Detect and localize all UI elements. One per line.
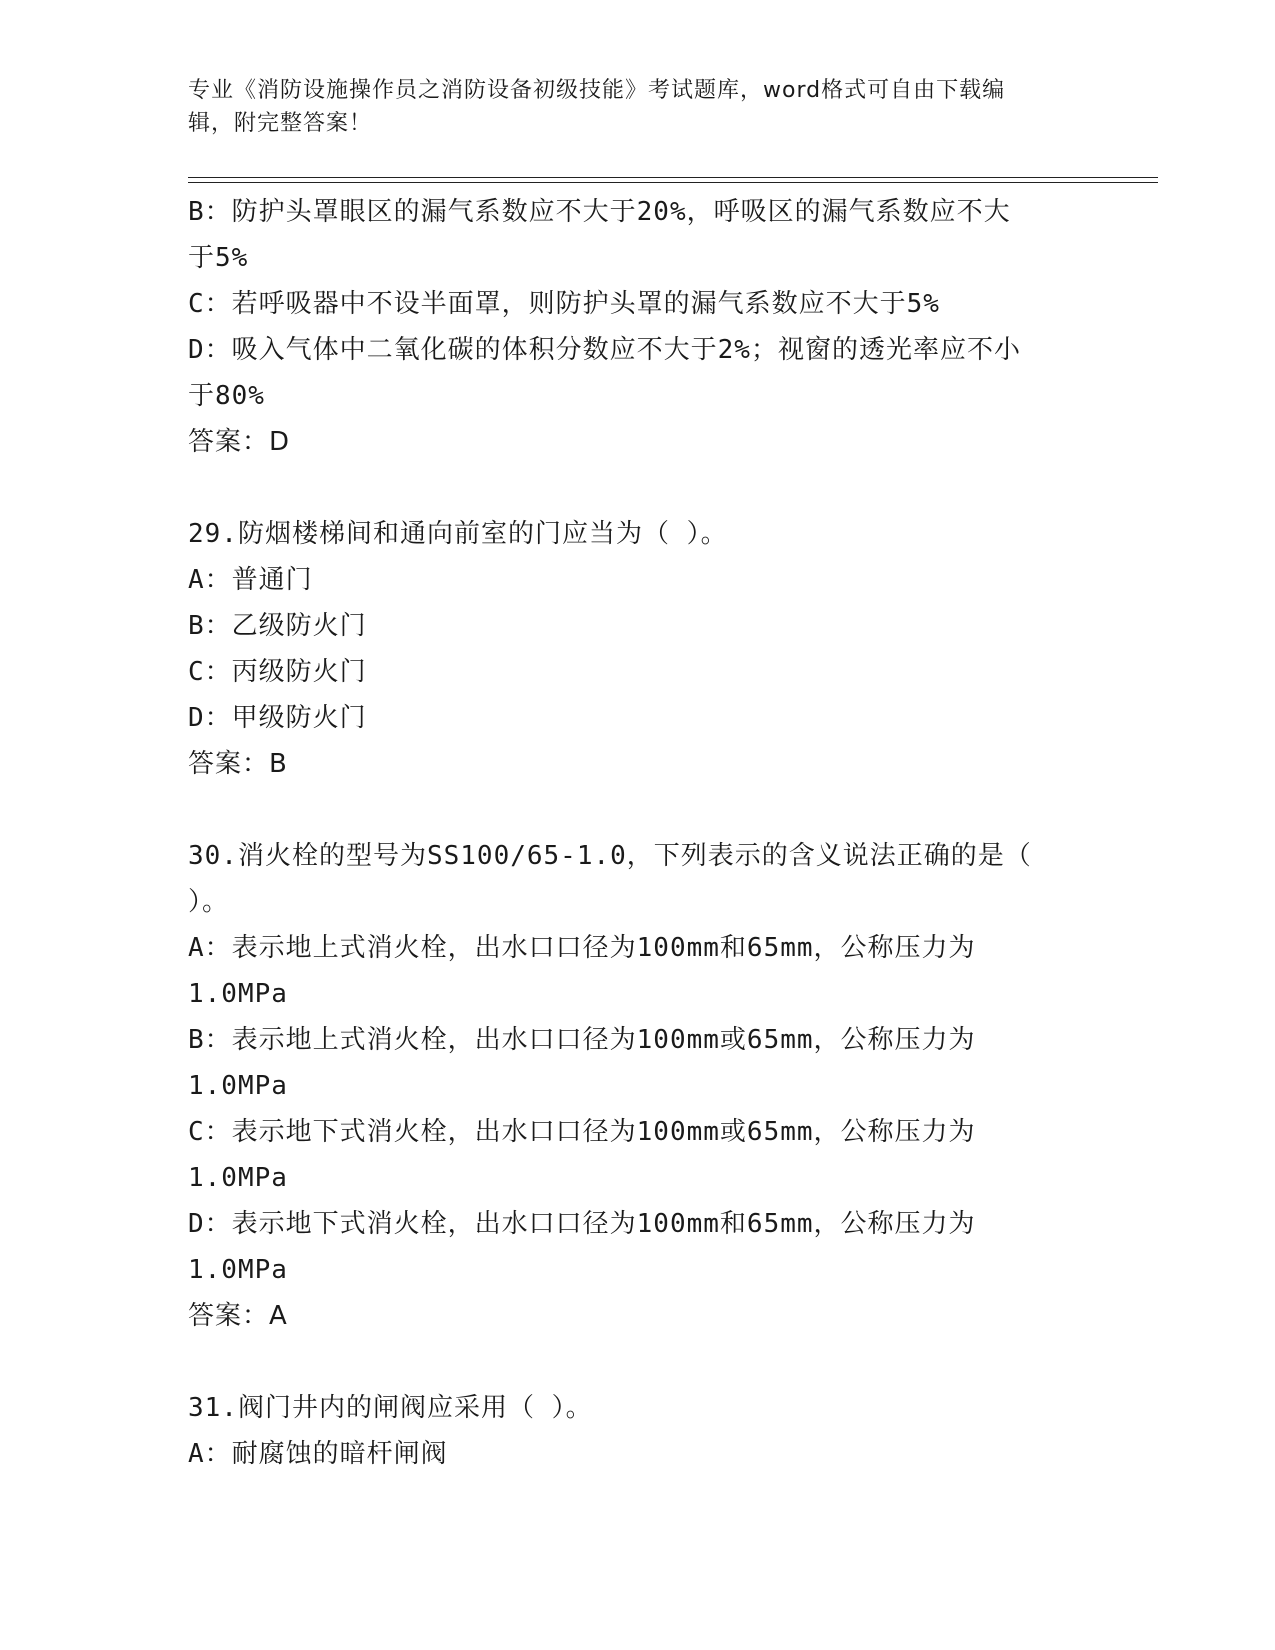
answer: 答案：A	[188, 1301, 288, 1331]
question-text: 31.阀门井内的闸阀应采用（ ）。	[188, 1393, 593, 1423]
option-b-line-2: 于5%	[188, 243, 249, 273]
answer: 答案：B	[188, 749, 288, 779]
question-text-line-2: ）。	[188, 887, 230, 917]
header-divider-bottom	[188, 182, 1158, 183]
option-a-line-2: 1.0MPa	[188, 979, 288, 1009]
option-d-line-1: D：表示地下式消火栓，出水口口径为100mm和65mm，公称压力为	[188, 1209, 976, 1239]
spacer	[188, 1339, 1088, 1385]
option-c: C：丙级防火门	[188, 657, 367, 687]
option-c: C：若呼吸器中不设半面罩，则防护头罩的漏气系数应不大于5%	[188, 289, 940, 319]
spacer	[188, 465, 1088, 511]
spacer	[188, 787, 1088, 833]
option-d-line-1: D：吸入气体中二氧化碳的体积分数应不大于2%；视窗的透光率应不小	[188, 335, 1021, 365]
option-d: D：甲级防火门	[188, 703, 367, 733]
question-29	[188, 511, 1088, 787]
option-b-line-2: 1.0MPa	[188, 1071, 288, 1101]
option-b: B：乙级防火门	[188, 611, 367, 641]
option-d-line-2: 1.0MPa	[188, 1255, 288, 1285]
option-c-line-1: C：表示地下式消火栓，出水口口径为100mm或65mm，公称压力为	[188, 1117, 976, 1147]
question-31	[188, 1385, 1088, 1477]
option-b-line-1: B：防护头罩眼区的漏气系数应不大于20%，呼吸区的漏气系数应不大	[188, 197, 1011, 227]
document-header	[188, 74, 1068, 140]
header-divider-top	[188, 177, 1158, 178]
option-a: A：耐腐蚀的暗杆闸阀	[188, 1439, 448, 1469]
option-d-line-2: 于80%	[188, 381, 265, 411]
question-text-line-1: 30.消火栓的型号为SS100/65-1.0，下列表示的含义说法正确的是（	[188, 841, 1032, 871]
question-content	[188, 189, 1088, 1477]
header-line-2: 辑，附完整答案！	[188, 111, 373, 136]
option-a: A：普通门	[188, 565, 313, 595]
question-text: 29.防烟楼梯间和通向前室的门应当为（ ）。	[188, 519, 728, 549]
option-c-line-2: 1.0MPa	[188, 1163, 288, 1193]
option-b-line-1: B：表示地上式消火栓，出水口口径为100mm或65mm，公称压力为	[188, 1025, 976, 1055]
question-30	[188, 833, 1088, 1339]
question-28-tail	[188, 189, 1088, 465]
header-line-1: 专业《消防设施操作员之消防设备初级技能》考试题库，word格式可自由下载编	[188, 78, 1006, 103]
answer: 答案：D	[188, 427, 291, 457]
option-a-line-1: A：表示地上式消火栓，出水口口径为100mm和65mm，公称压力为	[188, 933, 976, 963]
